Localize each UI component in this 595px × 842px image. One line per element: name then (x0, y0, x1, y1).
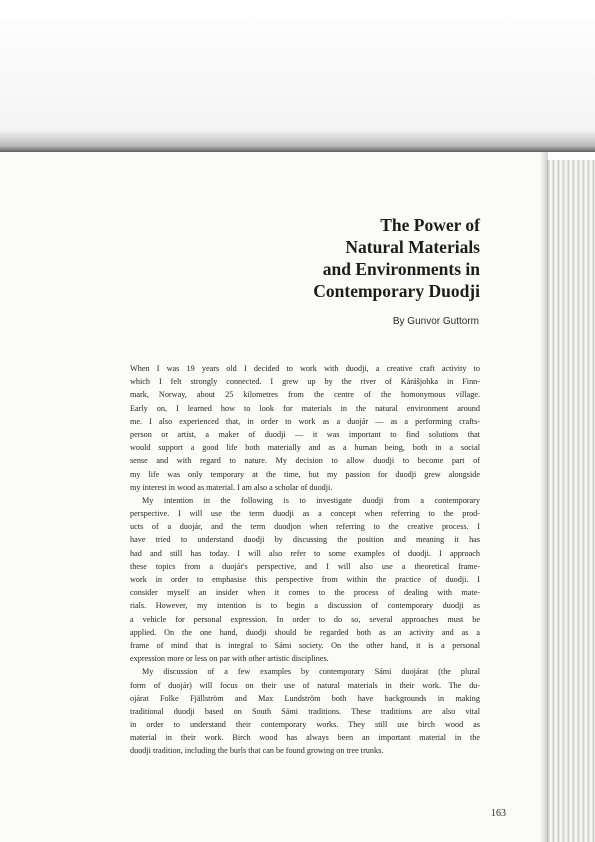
text-line: applied. On the one hand, duodji should be regarded both as an activity and as a (130, 627, 480, 637)
text-line: rials. However, my intention is to begin a discussion of contemporary duodji as (130, 601, 480, 611)
text-line: would support a good life both materially and as a human being, both in a social (130, 443, 480, 453)
text-line: person or artist, a maker of duodji — it was important to find solutions that (130, 429, 480, 439)
text-line: mark, Norway, about 25 kilometres from the centre of the homonymous village. (130, 390, 480, 400)
title-line: Natural Materials (345, 237, 480, 257)
text-line: perspective. I will use the term duodji as a concept when referring to the prod- (130, 509, 480, 519)
page-edge-shadow (540, 152, 548, 842)
title-line: and Environments in (322, 259, 480, 279)
text-line: When I was 19 years old I decided to work with duodji, a creative craft activity to (130, 364, 480, 373)
text-line: form of duojár) will focus on their use of natural materials in their work. The du- (130, 680, 480, 690)
text-line: Early on, I learned how to look for materials in the natural environment around (130, 403, 480, 413)
text-line: traditional duodji based on South Sámi traditions. These traditions are also vital (130, 706, 480, 716)
title-line: Contemporary Duodji (313, 281, 480, 301)
body-text (130, 362, 480, 758)
text-line: sense and with regard to nature. My decision to allow duodji to become part of (130, 456, 480, 466)
text-line: which I felt strongly connected. I grew up by the river of Kárášjohka in Finn- (130, 377, 480, 387)
text-line: in order to understand their contemporary works. They still use birch wood as (130, 720, 480, 730)
text-line: work in order to emphasise this perspective from within the practice of duodji. I (130, 575, 480, 584)
text-line: these topics from a duojár's perspective, and I will also use a theoretical frame- (130, 561, 480, 571)
text-line: expression more or less on par with other artistic disciplines. (130, 654, 329, 664)
chapter-title (160, 214, 480, 302)
text-line: material in their work. Birch wood has always been an important material in the (130, 733, 480, 743)
text-line: My intention in the following is to investigate duodji from a contemporary (142, 495, 480, 505)
text-line: my life was only temporary at the time, but my passion for duodji grew alongside (130, 469, 480, 479)
text-line: duodji tradition, including the burls that can be found growing on tree trunks. (130, 746, 384, 756)
text-line: me. I also experienced that, in order to work as a duojár — as a performing crafts- (130, 416, 480, 426)
text-line: My discussion of a few examples by contemporary Sámi duojárat (the plural (142, 667, 480, 677)
paragraph (130, 494, 480, 665)
author-byline: By Gunvor Guttorm (392, 316, 479, 327)
paragraph (130, 665, 480, 757)
text-line: ojárat Folke Fjällström and Max Lundström both have backgrounds in making (130, 693, 480, 703)
paragraph (130, 362, 480, 494)
text-line: ucts of a duojár, and the term duodjon when referring to the creative process. I (130, 522, 480, 532)
title-line: The Power of (380, 215, 480, 235)
background-above-page (0, 0, 595, 152)
text-line: a vehicle for personal expression. In order to do so, several approaches must be (130, 614, 480, 624)
text-line: consider myself an insider when it comes to the process of dealing with mate- (130, 588, 480, 598)
page-number: 163 (491, 808, 506, 819)
text-line: my interest in wood as material. I am also a scholar of duodji. (130, 482, 333, 492)
text-line: had and still has today. I will also refer to some examples of duodji. I approach (130, 548, 480, 558)
text-line: have tried to understand duodji by discussing the position and meaning it has (130, 535, 480, 545)
page-edges (545, 160, 595, 842)
text-line: frame of mind that is integral to Sámi society. On the other hand, it is a personal (130, 640, 480, 650)
